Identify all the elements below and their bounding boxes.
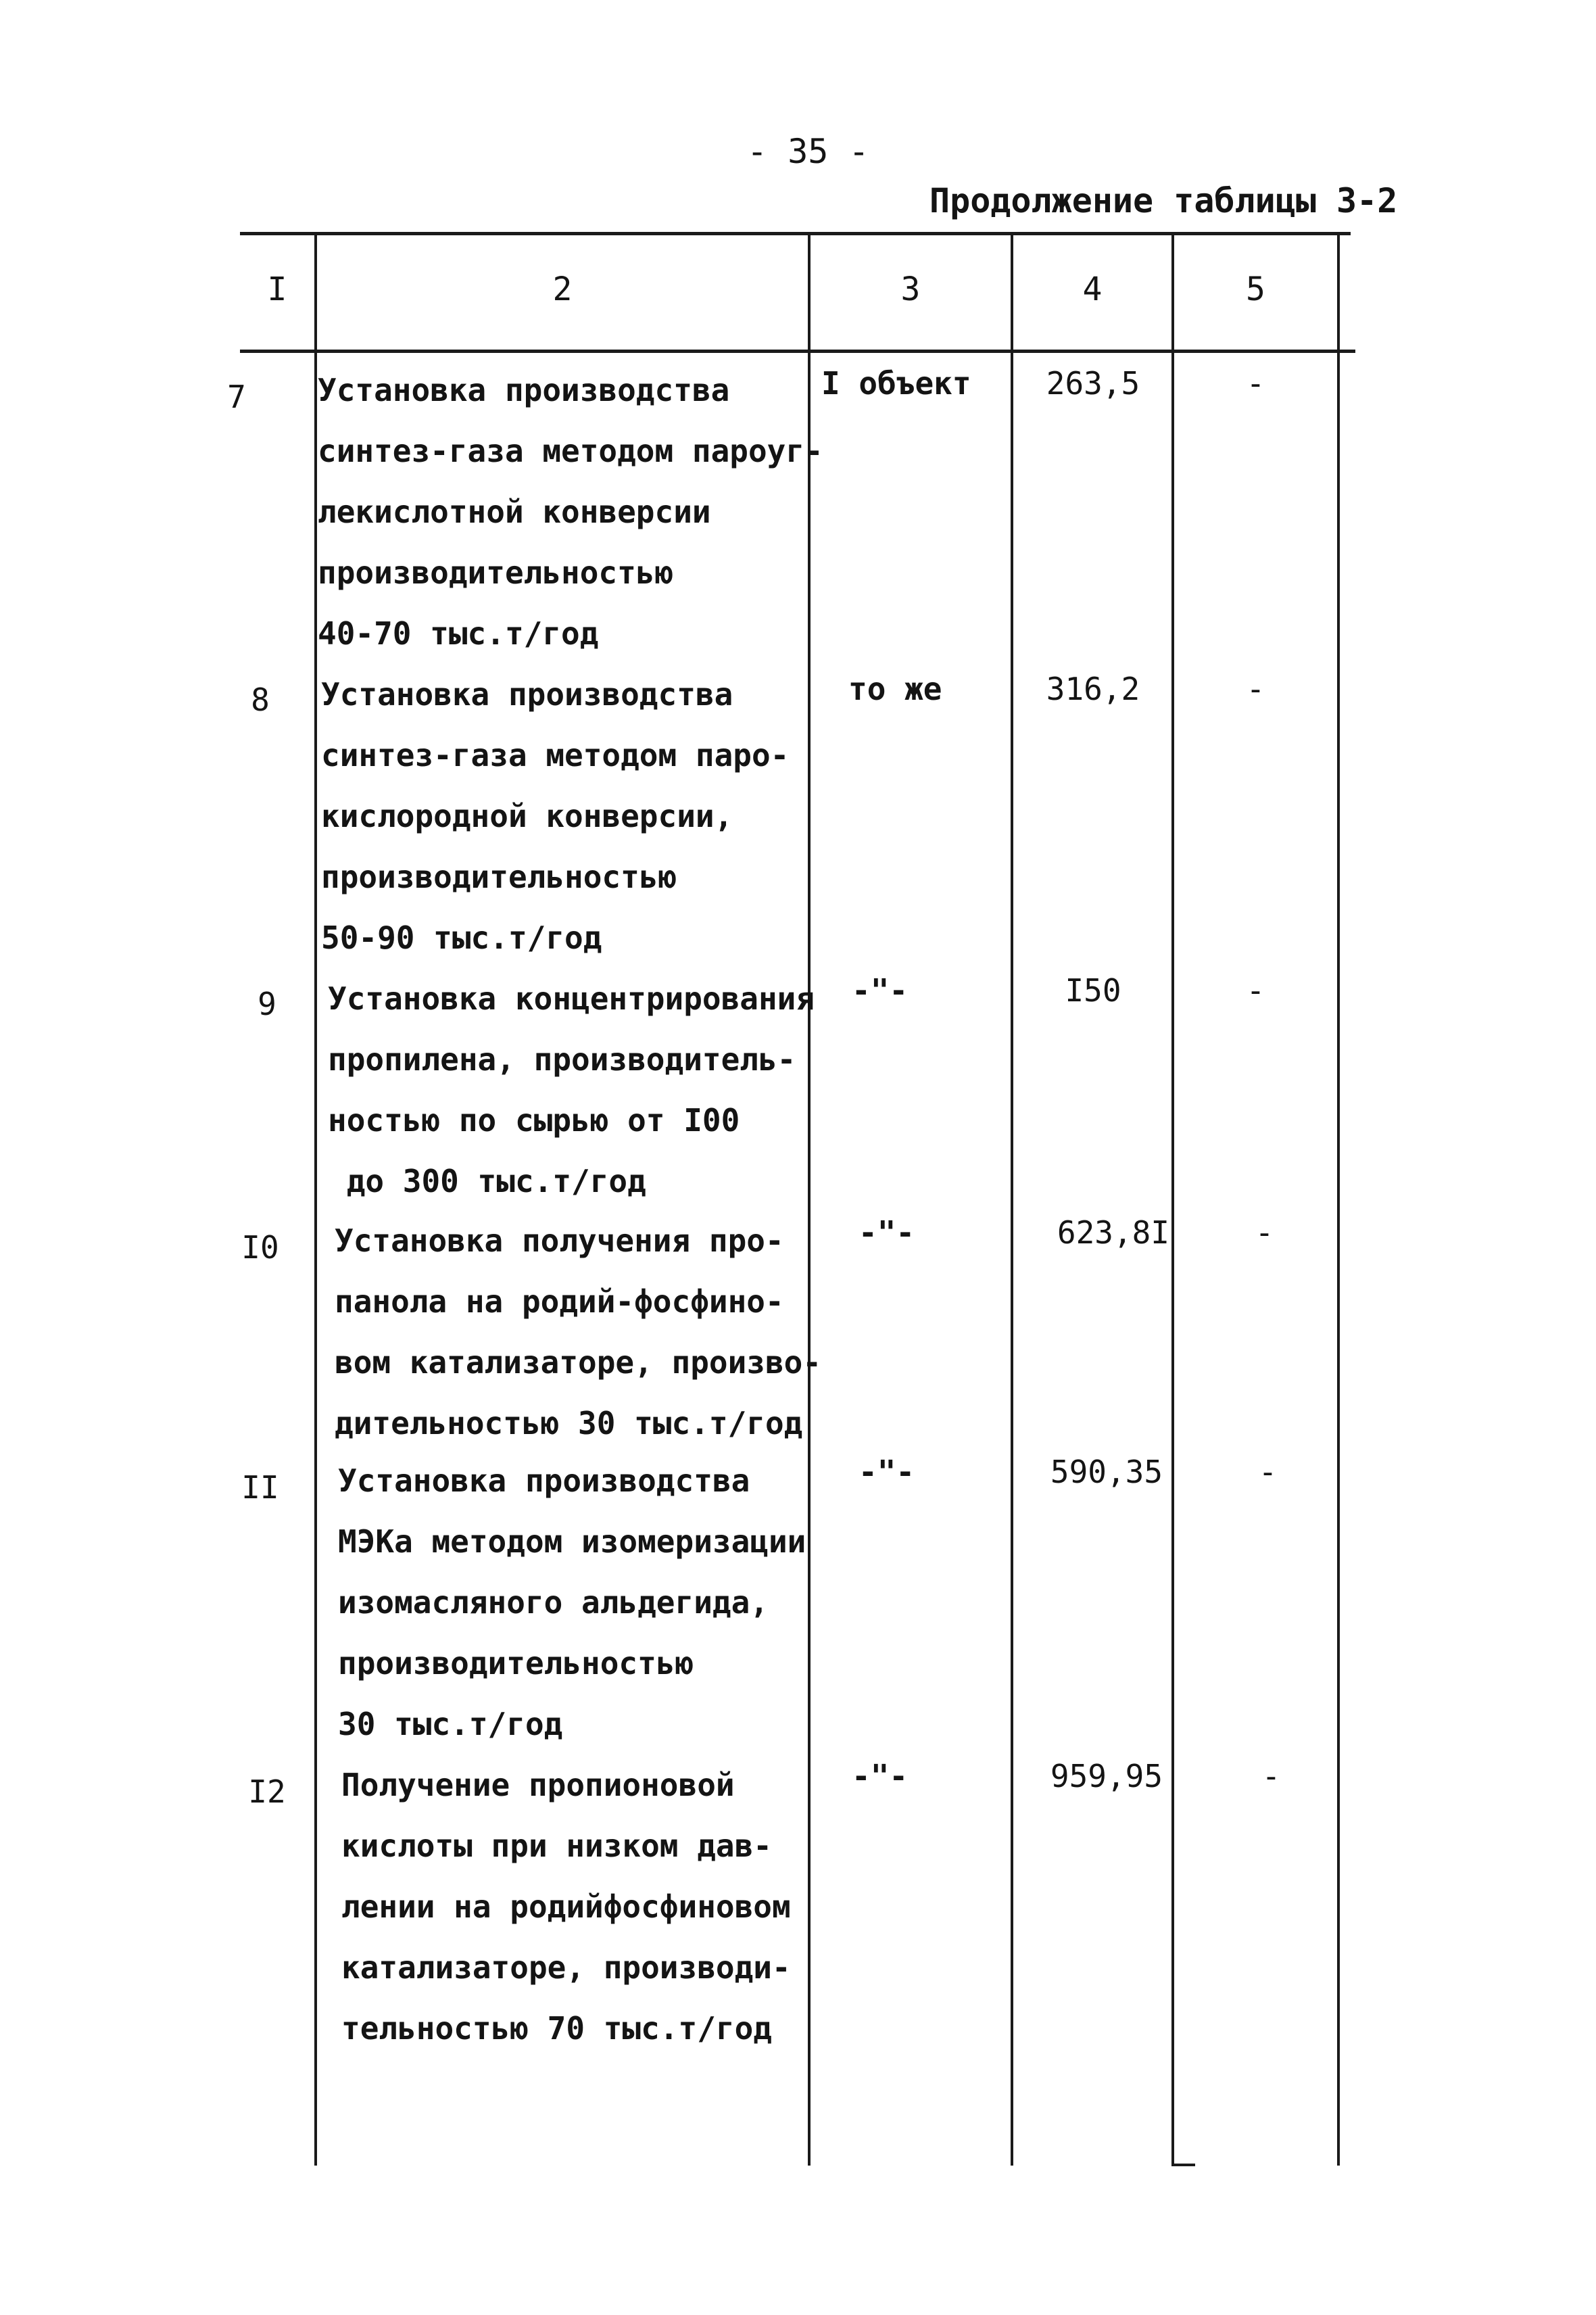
row-col5: - [1255,1214,1274,1251]
row-description: Установка производства синтез-газа методом паро- кислородной конверсии, производительностью 50-90 тыс.т/год [321,676,790,956]
table-top-rule [240,232,1351,235]
row-col5: - [1246,671,1265,707]
header-col-5: 5 [1246,270,1265,308]
row-value: I50 [1065,972,1121,1009]
column-divider-4 [1171,232,1174,2166]
column-divider-5 [1337,232,1340,2166]
header-col-2: 2 [552,270,573,308]
row-number: 8 [251,682,270,718]
row-value: 590,35 [1050,1454,1163,1490]
row-col5: - [1246,365,1265,402]
row-unit: I объект [821,365,971,402]
row-number: I0 [241,1229,279,1266]
row-number: I2 [248,1773,286,1810]
row-description: Установка производства синтез-газа методом пароуг- лекислотной конверсии производительностью 40-70 тыс.т/год [318,372,823,652]
row-unit: -"- [859,1214,915,1251]
column-divider-1 [314,232,317,2166]
row-value: 316,2 [1046,671,1140,707]
row-description: Получение пропионовой кислоты при низком дав- лении на родийфосфиновом катализаторе, производи- тельностью 70 тыс.т/год [341,1767,791,2047]
header-col-4: 4 [1082,270,1103,308]
row-description: Установка производства МЭКа методом изомеризации изомасляного альдегида, производительностью 30 тыс.т/год [338,1462,806,1742]
row-unit: то же [848,671,942,707]
row-value: 263,5 [1046,365,1140,402]
row-unit: -"- [852,1758,909,1794]
page-number: - 35 - [747,132,869,171]
row-unit: -"- [859,1454,915,1490]
row-col5: - [1261,1758,1281,1794]
row-value: 959,95 [1050,1758,1163,1794]
row-number: 9 [258,986,276,1022]
header-col-3: 3 [900,270,921,308]
column-divider-3 [1011,232,1013,2166]
row-description: Установка концентрирования пропилена, производитель- ностью по сырью от I00 до 300 тыс.т/год [328,980,815,1199]
row-col5: - [1246,972,1265,1009]
row-description: Установка получения про- панола на родий-фосфино- вом катализаторе, произво- дительностью 30 тыс.т/год [335,1222,822,1441]
table-caption: Продолжение таблицы 3-2 [929,181,1398,220]
row-value: 623,8I [1057,1214,1170,1251]
row-number: II [241,1469,279,1506]
column-4-foot [1171,2164,1195,2166]
row-number: 7 [227,379,246,415]
header-col-1: I [267,270,287,308]
row-unit: -"- [852,972,909,1009]
row-col5: - [1258,1454,1278,1490]
